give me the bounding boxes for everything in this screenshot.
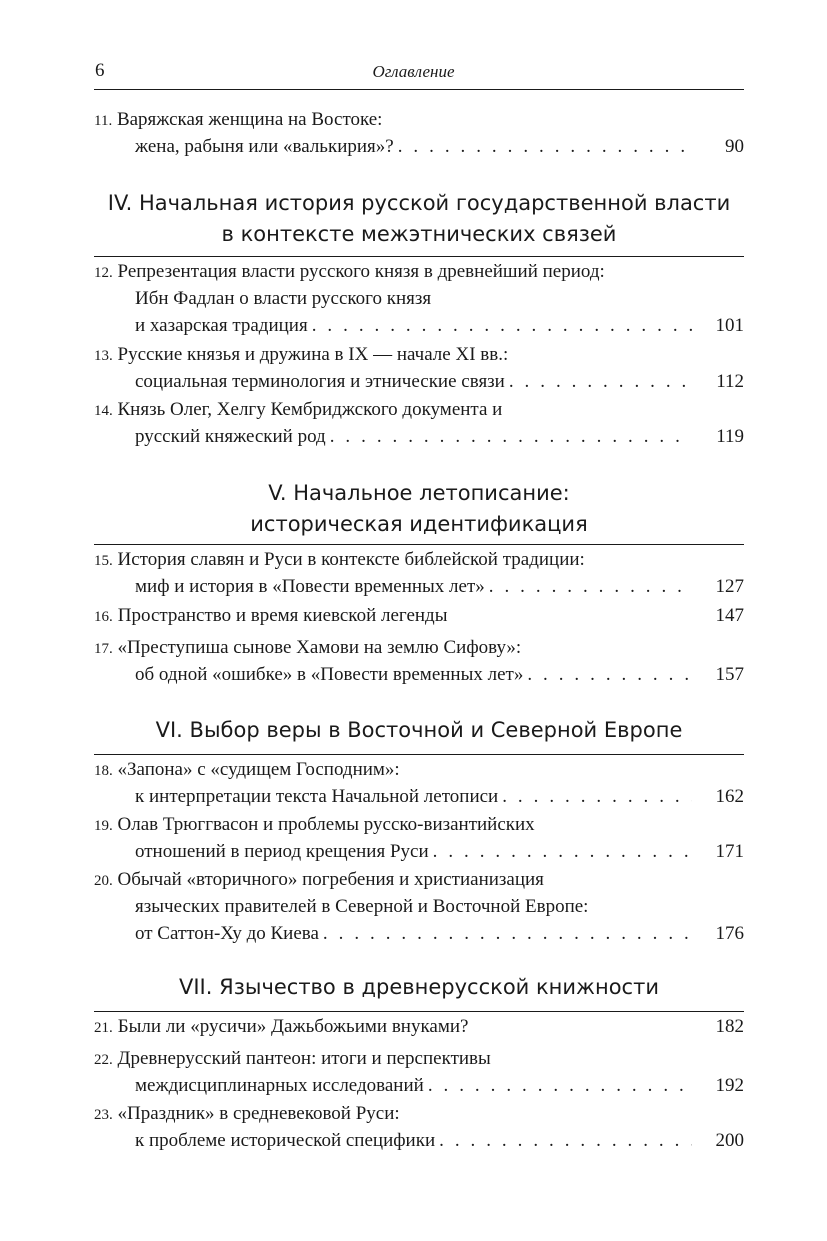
entry-title-line: языческих правителей в Северной и Восточной Европе: xyxy=(135,896,589,917)
entry-title-line: История славян и Руси в контексте библейской традиции: xyxy=(117,549,585,570)
entry-title-line: Ибн Фадлан о власти русского князя xyxy=(135,288,432,309)
toc-entry-17[interactable] xyxy=(94,634,744,688)
running-title: Оглавление xyxy=(372,62,455,81)
entry-title-line: миф и история в «Повести временных лет» xyxy=(135,576,485,597)
entry-number: 11. xyxy=(94,113,113,129)
entry-title-line: отношений в период крещения Руси xyxy=(135,841,429,862)
entry-title-line: от Саттон-Ху до Киева xyxy=(135,923,319,944)
leader-dots xyxy=(433,838,692,865)
entry-title-line: Древнерусский пантеон: итоги и перспективы xyxy=(117,1048,491,1069)
entry-title-line: Варяжская женщина на Востоке: xyxy=(116,109,383,130)
entry-page: 147 xyxy=(715,605,744,626)
leader-dots xyxy=(502,783,692,810)
toc-entry-15[interactable] xyxy=(94,546,744,600)
section-heading-v: V. Начальное летописание: историческая идентификация xyxy=(250,481,588,536)
entry-number: 16. xyxy=(94,609,113,625)
entry-number: 23. xyxy=(94,1107,113,1123)
leader-dots xyxy=(489,573,692,600)
entry-title-line: Были ли «русичи» Дажьбожьими внуками? xyxy=(117,1016,469,1037)
leader-dots xyxy=(527,661,692,688)
entry-title-line: и хазарская традиция xyxy=(135,315,308,336)
toc-entry-12[interactable] xyxy=(94,258,744,339)
entry-title-line: «Запона» с «судищем Господним»: xyxy=(117,759,400,780)
section-heading-vii: VII. Язычество в древнерусской книжности xyxy=(179,975,659,999)
entry-number: 18. xyxy=(94,763,113,779)
entry-page: 176 xyxy=(715,923,744,944)
section-rule xyxy=(94,754,744,755)
toc-entry-13[interactable] xyxy=(94,341,744,395)
entry-page: 162 xyxy=(715,786,744,807)
toc-entry-16[interactable] xyxy=(94,602,744,629)
entry-title-line: Русские князья и дружина в IX — начале XI вв.: xyxy=(117,344,509,365)
entry-page: 171 xyxy=(715,841,744,862)
entry-number: 22. xyxy=(94,1052,113,1068)
entry-number: 13. xyxy=(94,348,113,364)
page-number: 6 xyxy=(95,60,105,81)
entry-page: 112 xyxy=(716,371,744,392)
toc-entry-20[interactable] xyxy=(94,866,744,947)
entry-number: 21. xyxy=(94,1020,113,1036)
entry-page: 90 xyxy=(725,136,744,157)
entry-title-line: Пространство и время киевской легенды xyxy=(117,605,448,626)
entry-title-line: «Праздник» в средневековой Руси: xyxy=(117,1103,400,1124)
toc-entry-23[interactable] xyxy=(94,1100,744,1154)
entry-number: 20. xyxy=(94,873,113,889)
toc-entry-22[interactable] xyxy=(94,1045,744,1099)
leader-dots xyxy=(439,1127,692,1154)
entry-number: 15. xyxy=(94,553,113,569)
section-rule xyxy=(94,544,744,545)
section-rule xyxy=(94,256,744,257)
entry-page: 182 xyxy=(715,1016,744,1037)
section-rule xyxy=(94,1011,744,1012)
entry-page: 192 xyxy=(715,1075,744,1096)
entry-title-line: к проблеме исторической специфики xyxy=(135,1130,436,1151)
toc-entry-11[interactable] xyxy=(94,106,744,160)
entry-number: 19. xyxy=(94,818,113,834)
toc-entry-18[interactable] xyxy=(94,756,744,810)
entry-title-line: русский княжеский род xyxy=(135,426,326,447)
leader-dots xyxy=(323,920,692,947)
leader-dots xyxy=(428,1072,692,1099)
entry-page: 101 xyxy=(715,315,744,336)
toc-entry-19[interactable] xyxy=(94,811,744,865)
entry-page: 157 xyxy=(715,664,744,685)
toc-entry-14[interactable] xyxy=(94,396,744,450)
toc-entry-21[interactable] xyxy=(94,1013,744,1040)
entry-page: 119 xyxy=(716,426,744,447)
section-heading-iv: IV. Начальная история русской государственной власти в контексте межэтнических связей xyxy=(107,191,731,246)
leader-dots xyxy=(312,312,692,339)
entry-title-line: об одной «ошибке» в «Повести временных лет» xyxy=(135,664,524,685)
entry-number: 17. xyxy=(94,641,113,657)
entry-title-line: «Преступиша сынове Хамови на землю Сифову»: xyxy=(117,637,522,658)
entry-title-line: к интерпретации текста Начальной летописи xyxy=(135,786,499,807)
leader-dots xyxy=(330,423,692,450)
section-heading-vi: VI. Выбор веры в Восточной и Северной Европе xyxy=(155,718,683,742)
entry-title-line: жена, рабыня или «валькирия»? xyxy=(135,136,394,157)
entry-number: 14. xyxy=(94,403,113,419)
entry-title-line: социальная терминология и этнические связи xyxy=(135,371,505,392)
entry-title-line: междисциплинарных исследований xyxy=(135,1075,424,1096)
entry-page: 127 xyxy=(715,576,744,597)
leader-dots xyxy=(509,368,692,395)
entry-page: 200 xyxy=(715,1130,744,1151)
leader-dots xyxy=(398,133,692,160)
entry-number: 12. xyxy=(94,265,113,281)
entry-title-line: Олав Трюггвасон и проблемы русско-византийских xyxy=(117,814,535,835)
entry-title-line: Князь Олег, Хелгу Кембриджского документа и xyxy=(117,399,503,420)
header-rule xyxy=(94,89,744,90)
entry-title-line: Обычай «вторичного» погребения и христианизация xyxy=(117,869,544,890)
entry-title-line: Репрезентация власти русского князя в древнейший период: xyxy=(117,261,605,282)
